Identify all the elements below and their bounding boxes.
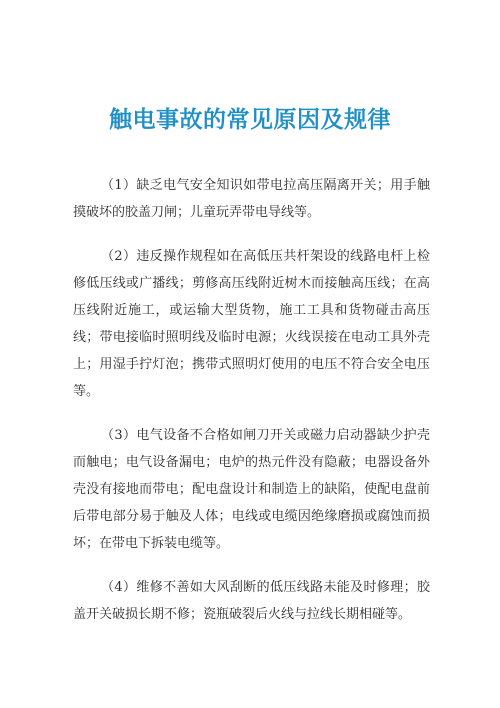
document-body [73,172,430,645]
paragraph-4: （4）维修不善如大风刮断的低压线路未能及时修理；胶盖开关破损长期不修；瓷瓶破裂后火线与拉线长期相碰等。 [73,580,430,622]
paragraph-2: （2）违反操作规程如在高低压共杆架设的线路电杆上检修低压线或广播线；剪修高压线附近树木而接触高压线；在高压线附近施工，或运输大型货物，施工工具和货物碰击高压线；带电接临时照明线及临时电源；火线误接在电动工具外壳上；用湿手拧灯泡；携带式照明灯使用的电压不符合安全电压等。 [73,249,430,399]
paragraph-1: （1）缺乏电气安全知识如带电拉高压隔离开关；用手触摸破坏的胶盖刀闸；儿童玩弄带电导线等。 [73,178,430,220]
page-title: 触电事故的常见原因及规律 [109,106,391,133]
paragraph-3: （3）电气设备不合格如闸刀开关或磁力启动器缺少护壳而触电；电气设备漏电；电炉的热元件没有隐蔽；电器设备外壳没有接地而带电；配电盘设计和制造上的缺陷，使配电盘前后带电部分易于触及人体；电线或电缆因绝缘磨损或腐蚀而损坏；在带电下拆装电缆等。 [73,428,430,551]
